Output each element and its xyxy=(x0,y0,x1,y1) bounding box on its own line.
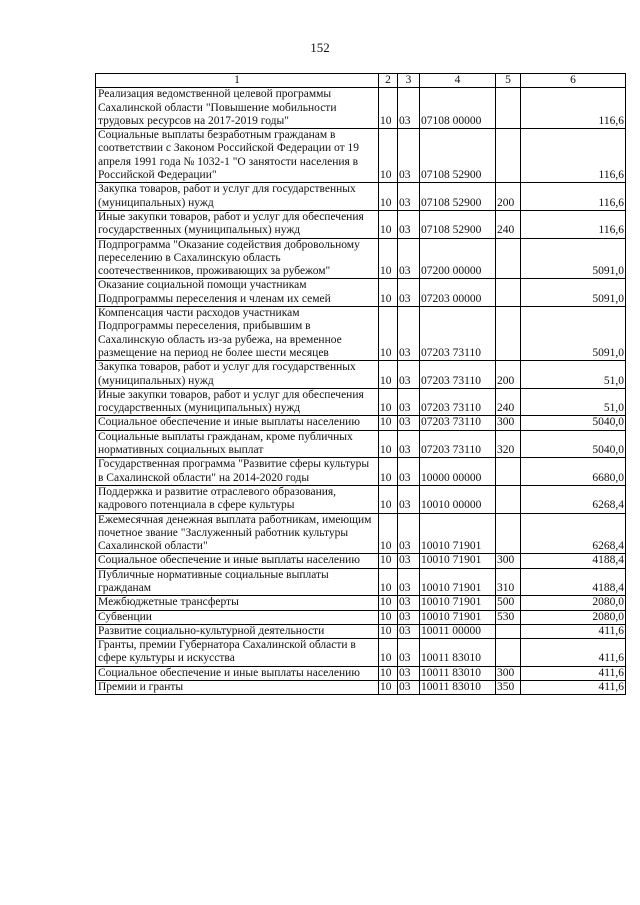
row-subsection: 03 xyxy=(398,485,420,513)
row-target-article: 10000 00000 xyxy=(420,458,496,486)
row-name: Оказание социальной помощи участникам Подпрограммы переселения и членам их семей xyxy=(96,279,379,307)
row-subsection: 03 xyxy=(398,554,420,568)
row-expense-type: 240 xyxy=(496,210,521,238)
table-row xyxy=(96,554,626,568)
row-name: Социальное обеспечение и иные выплаты населению xyxy=(96,554,379,568)
row-amount: 411,6 xyxy=(521,666,626,680)
row-name: Социальные выплаты гражданам, кроме публичных нормативных социальных выплат xyxy=(96,430,379,458)
table-row xyxy=(96,485,626,513)
row-target-article: 07203 73110 xyxy=(420,430,496,458)
row-name: Ежемесячная денежная выплата работникам, имеющим почетное звание "Заслуженный работник культуры Сахалинской области" xyxy=(96,513,379,554)
row-amount: 2080,0 xyxy=(521,610,626,624)
row-amount: 5091,0 xyxy=(521,307,626,361)
table-row xyxy=(96,681,626,695)
row-section: 10 xyxy=(379,610,398,624)
row-subsection: 03 xyxy=(398,388,420,416)
row-section: 10 xyxy=(379,279,398,307)
row-amount: 4188,4 xyxy=(521,568,626,596)
row-amount: 51,0 xyxy=(521,388,626,416)
row-section: 10 xyxy=(379,624,398,638)
row-section: 10 xyxy=(379,129,398,183)
table-row xyxy=(96,624,626,638)
row-expense-type: 350 xyxy=(496,681,521,695)
table-row xyxy=(96,210,626,238)
row-section: 10 xyxy=(379,639,398,667)
row-target-article: 10010 71901 xyxy=(420,513,496,554)
row-expense-type: 300 xyxy=(496,666,521,680)
row-name: Гранты, премии Губернатора Сахалинской области в сфере культуры и искусства xyxy=(96,639,379,667)
row-name: Публичные нормативные социальные выплаты гражданам xyxy=(96,568,379,596)
row-subsection: 03 xyxy=(398,596,420,610)
row-expense-type: 310 xyxy=(496,568,521,596)
row-target-article: 10010 71901 xyxy=(420,596,496,610)
header-col-4: 4 xyxy=(420,74,496,88)
row-expense-type xyxy=(496,307,521,361)
row-expense-type xyxy=(496,458,521,486)
row-section: 10 xyxy=(379,238,398,279)
row-section: 10 xyxy=(379,430,398,458)
table-row xyxy=(96,610,626,624)
table-row xyxy=(96,416,626,430)
table-row xyxy=(96,458,626,486)
row-amount: 5040,0 xyxy=(521,430,626,458)
row-expense-type xyxy=(496,88,521,129)
row-subsection: 03 xyxy=(398,610,420,624)
row-amount: 411,6 xyxy=(521,639,626,667)
row-target-article: 07203 73110 xyxy=(420,416,496,430)
row-target-article: 07203 73110 xyxy=(420,388,496,416)
page-number: 152 xyxy=(310,40,330,55)
header-col-6: 6 xyxy=(521,74,626,88)
row-section: 10 xyxy=(379,388,398,416)
row-amount: 116,6 xyxy=(521,88,626,129)
row-expense-type: 300 xyxy=(496,416,521,430)
row-subsection: 03 xyxy=(398,666,420,680)
row-subsection: 03 xyxy=(398,681,420,695)
row-expense-type: 200 xyxy=(496,361,521,389)
row-section: 10 xyxy=(379,513,398,554)
row-amount: 6268,4 xyxy=(521,513,626,554)
row-amount: 6268,4 xyxy=(521,485,626,513)
row-section: 10 xyxy=(379,183,398,211)
row-expense-type: 200 xyxy=(496,183,521,211)
row-subsection: 03 xyxy=(398,513,420,554)
row-expense-type: 500 xyxy=(496,596,521,610)
row-name: Социальное обеспечение и иные выплаты населению xyxy=(96,666,379,680)
row-target-article: 10010 71901 xyxy=(420,610,496,624)
row-section: 10 xyxy=(379,666,398,680)
row-target-article: 07203 00000 xyxy=(420,279,496,307)
row-subsection: 03 xyxy=(398,416,420,430)
row-expense-type xyxy=(496,624,521,638)
table-row xyxy=(96,361,626,389)
row-target-article: 10010 00000 xyxy=(420,485,496,513)
row-amount: 5091,0 xyxy=(521,238,626,279)
row-amount: 411,6 xyxy=(521,681,626,695)
row-name: Компенсация части расходов участникам Подпрограммы переселения, прибывшим в Сахалинскую область из-за рубежа, на временное размещение на период не более шести месяцев xyxy=(96,307,379,361)
row-target-article: 07108 52900 xyxy=(420,210,496,238)
row-subsection: 03 xyxy=(398,568,420,596)
table-row xyxy=(96,279,626,307)
row-expense-type xyxy=(496,485,521,513)
row-expense-type: 320 xyxy=(496,430,521,458)
table-row xyxy=(96,666,626,680)
row-target-article: 10010 71901 xyxy=(420,568,496,596)
budget-table xyxy=(95,73,626,695)
row-target-article: 10011 00000 xyxy=(420,624,496,638)
row-name: Иные закупки товаров, работ и услуг для обеспечения государственных (муниципальных) нужд xyxy=(96,388,379,416)
table-row xyxy=(96,129,626,183)
row-target-article: 07203 73110 xyxy=(420,307,496,361)
row-name: Субвенции xyxy=(96,610,379,624)
table-row xyxy=(96,88,626,129)
row-name: Межбюджетные трансферты xyxy=(96,596,379,610)
row-section: 10 xyxy=(379,210,398,238)
row-subsection: 03 xyxy=(398,88,420,129)
row-target-article: 10011 83010 xyxy=(420,666,496,680)
table-row xyxy=(96,238,626,279)
row-subsection: 03 xyxy=(398,624,420,638)
row-name: Государственная программа "Развитие сферы культуры в Сахалинской области" на 2014-2020 годы xyxy=(96,458,379,486)
row-target-article: 10011 83010 xyxy=(420,681,496,695)
row-amount: 4188,4 xyxy=(521,554,626,568)
row-section: 10 xyxy=(379,458,398,486)
row-name: Социальное обеспечение и иные выплаты населению xyxy=(96,416,379,430)
row-amount: 116,6 xyxy=(521,210,626,238)
row-target-article: 07203 73110 xyxy=(420,361,496,389)
row-expense-type xyxy=(496,129,521,183)
row-section: 10 xyxy=(379,554,398,568)
row-expense-type xyxy=(496,639,521,667)
row-target-article: 07108 00000 xyxy=(420,88,496,129)
row-amount: 116,6 xyxy=(521,183,626,211)
row-section: 10 xyxy=(379,416,398,430)
table-row xyxy=(96,430,626,458)
row-target-article: 07108 52900 xyxy=(420,183,496,211)
row-name: Подпрограмма "Оказание содействия добровольному переселению в Сахалинскую область соотечественников, проживающих за рубежом" xyxy=(96,238,379,279)
row-section: 10 xyxy=(379,361,398,389)
row-amount: 2080,0 xyxy=(521,596,626,610)
header-col-5: 5 xyxy=(496,74,521,88)
row-section: 10 xyxy=(379,485,398,513)
table-row xyxy=(96,307,626,361)
row-expense-type xyxy=(496,279,521,307)
row-name: Реализация ведомственной целевой программы Сахалинской области "Повышение мобильности трудовых ресурсов на 2017-2019 годы" xyxy=(96,88,379,129)
row-section: 10 xyxy=(379,681,398,695)
row-name: Закупка товаров, работ и услуг для государственных (муниципальных) нужд xyxy=(96,183,379,211)
row-name: Закупка товаров, работ и услуг для государственных (муниципальных) нужд xyxy=(96,361,379,389)
table-row xyxy=(96,513,626,554)
row-target-article: 10011 83010 xyxy=(420,639,496,667)
row-expense-type xyxy=(496,513,521,554)
table-row xyxy=(96,568,626,596)
row-subsection: 03 xyxy=(398,430,420,458)
row-section: 10 xyxy=(379,307,398,361)
row-subsection: 03 xyxy=(398,210,420,238)
row-target-article: 07108 52900 xyxy=(420,129,496,183)
row-expense-type: 530 xyxy=(496,610,521,624)
row-section: 10 xyxy=(379,88,398,129)
table-row xyxy=(96,596,626,610)
header-col-2: 2 xyxy=(379,74,398,88)
row-name: Иные закупки товаров, работ и услуг для обеспечения государственных (муниципальных) нужд xyxy=(96,210,379,238)
row-amount: 5091,0 xyxy=(521,279,626,307)
row-name: Поддержка и развитие отраслевого образования, кадрового потенциала в сфере культуры xyxy=(96,485,379,513)
table-row xyxy=(96,388,626,416)
row-section: 10 xyxy=(379,568,398,596)
header-row xyxy=(96,74,626,88)
row-subsection: 03 xyxy=(398,279,420,307)
row-name: Премии и гранты xyxy=(96,681,379,695)
row-subsection: 03 xyxy=(398,307,420,361)
row-section: 10 xyxy=(379,596,398,610)
row-subsection: 03 xyxy=(398,639,420,667)
row-target-article: 10010 71901 xyxy=(420,554,496,568)
row-expense-type: 300 xyxy=(496,554,521,568)
row-subsection: 03 xyxy=(398,183,420,211)
row-target-article: 07200 00000 xyxy=(420,238,496,279)
table-row xyxy=(96,639,626,667)
row-name: Социальные выплаты безработным гражданам в соответствии с Законом Российской Федерации от 19 апреля 1991 года № 1032-1 "О занятости населения в Российской Федерации" xyxy=(96,129,379,183)
table-row xyxy=(96,183,626,211)
row-amount: 6680,0 xyxy=(521,458,626,486)
row-name: Развитие социально-культурной деятельности xyxy=(96,624,379,638)
row-amount: 51,0 xyxy=(521,361,626,389)
row-subsection: 03 xyxy=(398,238,420,279)
row-subsection: 03 xyxy=(398,361,420,389)
row-amount: 116,6 xyxy=(521,129,626,183)
header-col-1: 1 xyxy=(96,74,379,88)
row-amount: 5040,0 xyxy=(521,416,626,430)
row-expense-type: 240 xyxy=(496,388,521,416)
row-amount: 411,6 xyxy=(521,624,626,638)
header-col-3: 3 xyxy=(398,74,420,88)
row-subsection: 03 xyxy=(398,129,420,183)
row-expense-type xyxy=(496,238,521,279)
row-subsection: 03 xyxy=(398,458,420,486)
